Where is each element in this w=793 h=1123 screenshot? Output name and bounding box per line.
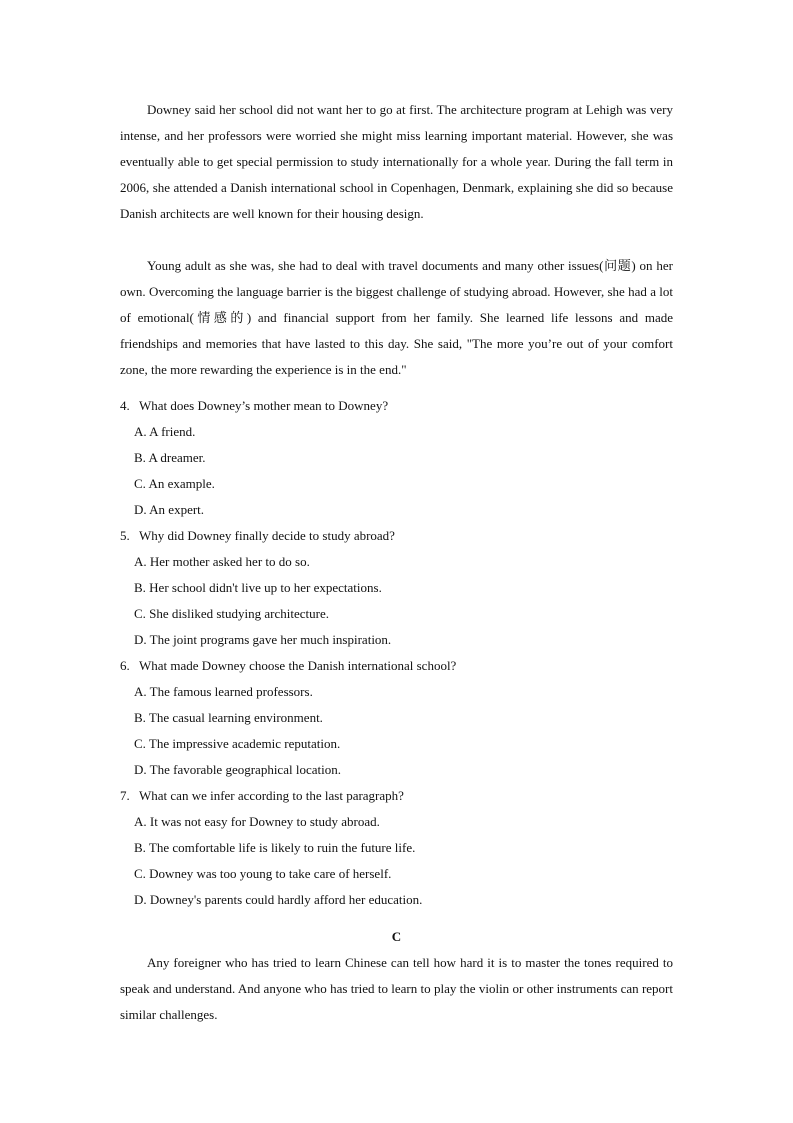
passage-c-label: C: [391, 929, 402, 944]
question-7-stem: [120, 783, 680, 809]
question-4-option-c: C. An example.: [134, 476, 215, 491]
question-5-stem: [120, 523, 680, 549]
question-number: 5.: [120, 528, 130, 543]
passage-c-paragraph-1: Any foreigner who has tried to learn Chinese can tell how hard it is to master the tones required to speak and understand. And anyone who has tried to learn to play the violin or other instruments can report similar challenges.: [120, 955, 673, 1022]
question-text: Why did Downey finally decide to study abroad?: [139, 528, 395, 543]
question-5-option-a: A. Her mother asked her to do so.: [134, 554, 310, 569]
question-number: 4.: [120, 398, 130, 413]
question-text: What does Downey’s mother mean to Downey?: [139, 398, 389, 413]
question-4-stem: [120, 393, 680, 419]
question-6-option-a: A. The famous learned professors.: [134, 684, 313, 699]
question-4-option-a: A. A friend.: [134, 424, 196, 439]
question-4-option-b: B. A dreamer.: [134, 450, 206, 465]
question-number: 6.: [120, 658, 130, 673]
question-5-option-b: B. Her school didn't live up to her expectations.: [134, 580, 382, 595]
question-6-option-d: D. The favorable geographical location.: [134, 762, 341, 777]
question-number: 7.: [120, 788, 130, 803]
question-text: What made Downey choose the Danish international school?: [139, 658, 457, 673]
question-7-option-b: B. The comfortable life is likely to ruin the future life.: [134, 840, 416, 855]
question-7-option-c: C. Downey was too young to take care of herself.: [134, 866, 392, 881]
question-7-option-d: D. Downey's parents could hardly afford her education.: [134, 892, 423, 907]
question-6-option-c: C. The impressive academic reputation.: [134, 736, 341, 751]
passage-b-paragraph-2: Young adult as she was, she had to deal with travel documents and many other issues(问题) on her own. Overcoming the language barrier is the biggest challenge of studying abroad. However, she had a lot of emotional(情感的) and financial support from her family. She learned life lessons and made friendships and memories that have lasted to this day. She said, "The more you’re out of your comfort zone, the more rewarding the experience is in the end.": [120, 258, 673, 377]
question-5-option-c: C. She disliked studying architecture.: [134, 606, 329, 621]
question-7-option-a: A. It was not easy for Downey to study abroad.: [134, 814, 380, 829]
question-5-option-d: D. The joint programs gave her much inspiration.: [134, 632, 392, 647]
question-6-option-b: B. The casual learning environment.: [134, 710, 323, 725]
question-6-stem: [120, 653, 680, 679]
question-text: What can we infer according to the last paragraph?: [139, 788, 404, 803]
question-4-option-d: D. An expert.: [134, 502, 205, 517]
passage-b-paragraph-1: Downey said her school did not want her to go at first. The architecture program at Lehigh was very intense, and her professors were worried she might miss learning important material. However, she was eventually able to get special permission to study internationally for a whole year. During the fall term in 2006, she attended a Danish international school in Copenhagen, Denmark, explaining she did so because Danish architects are well known for their housing design.: [120, 102, 673, 221]
